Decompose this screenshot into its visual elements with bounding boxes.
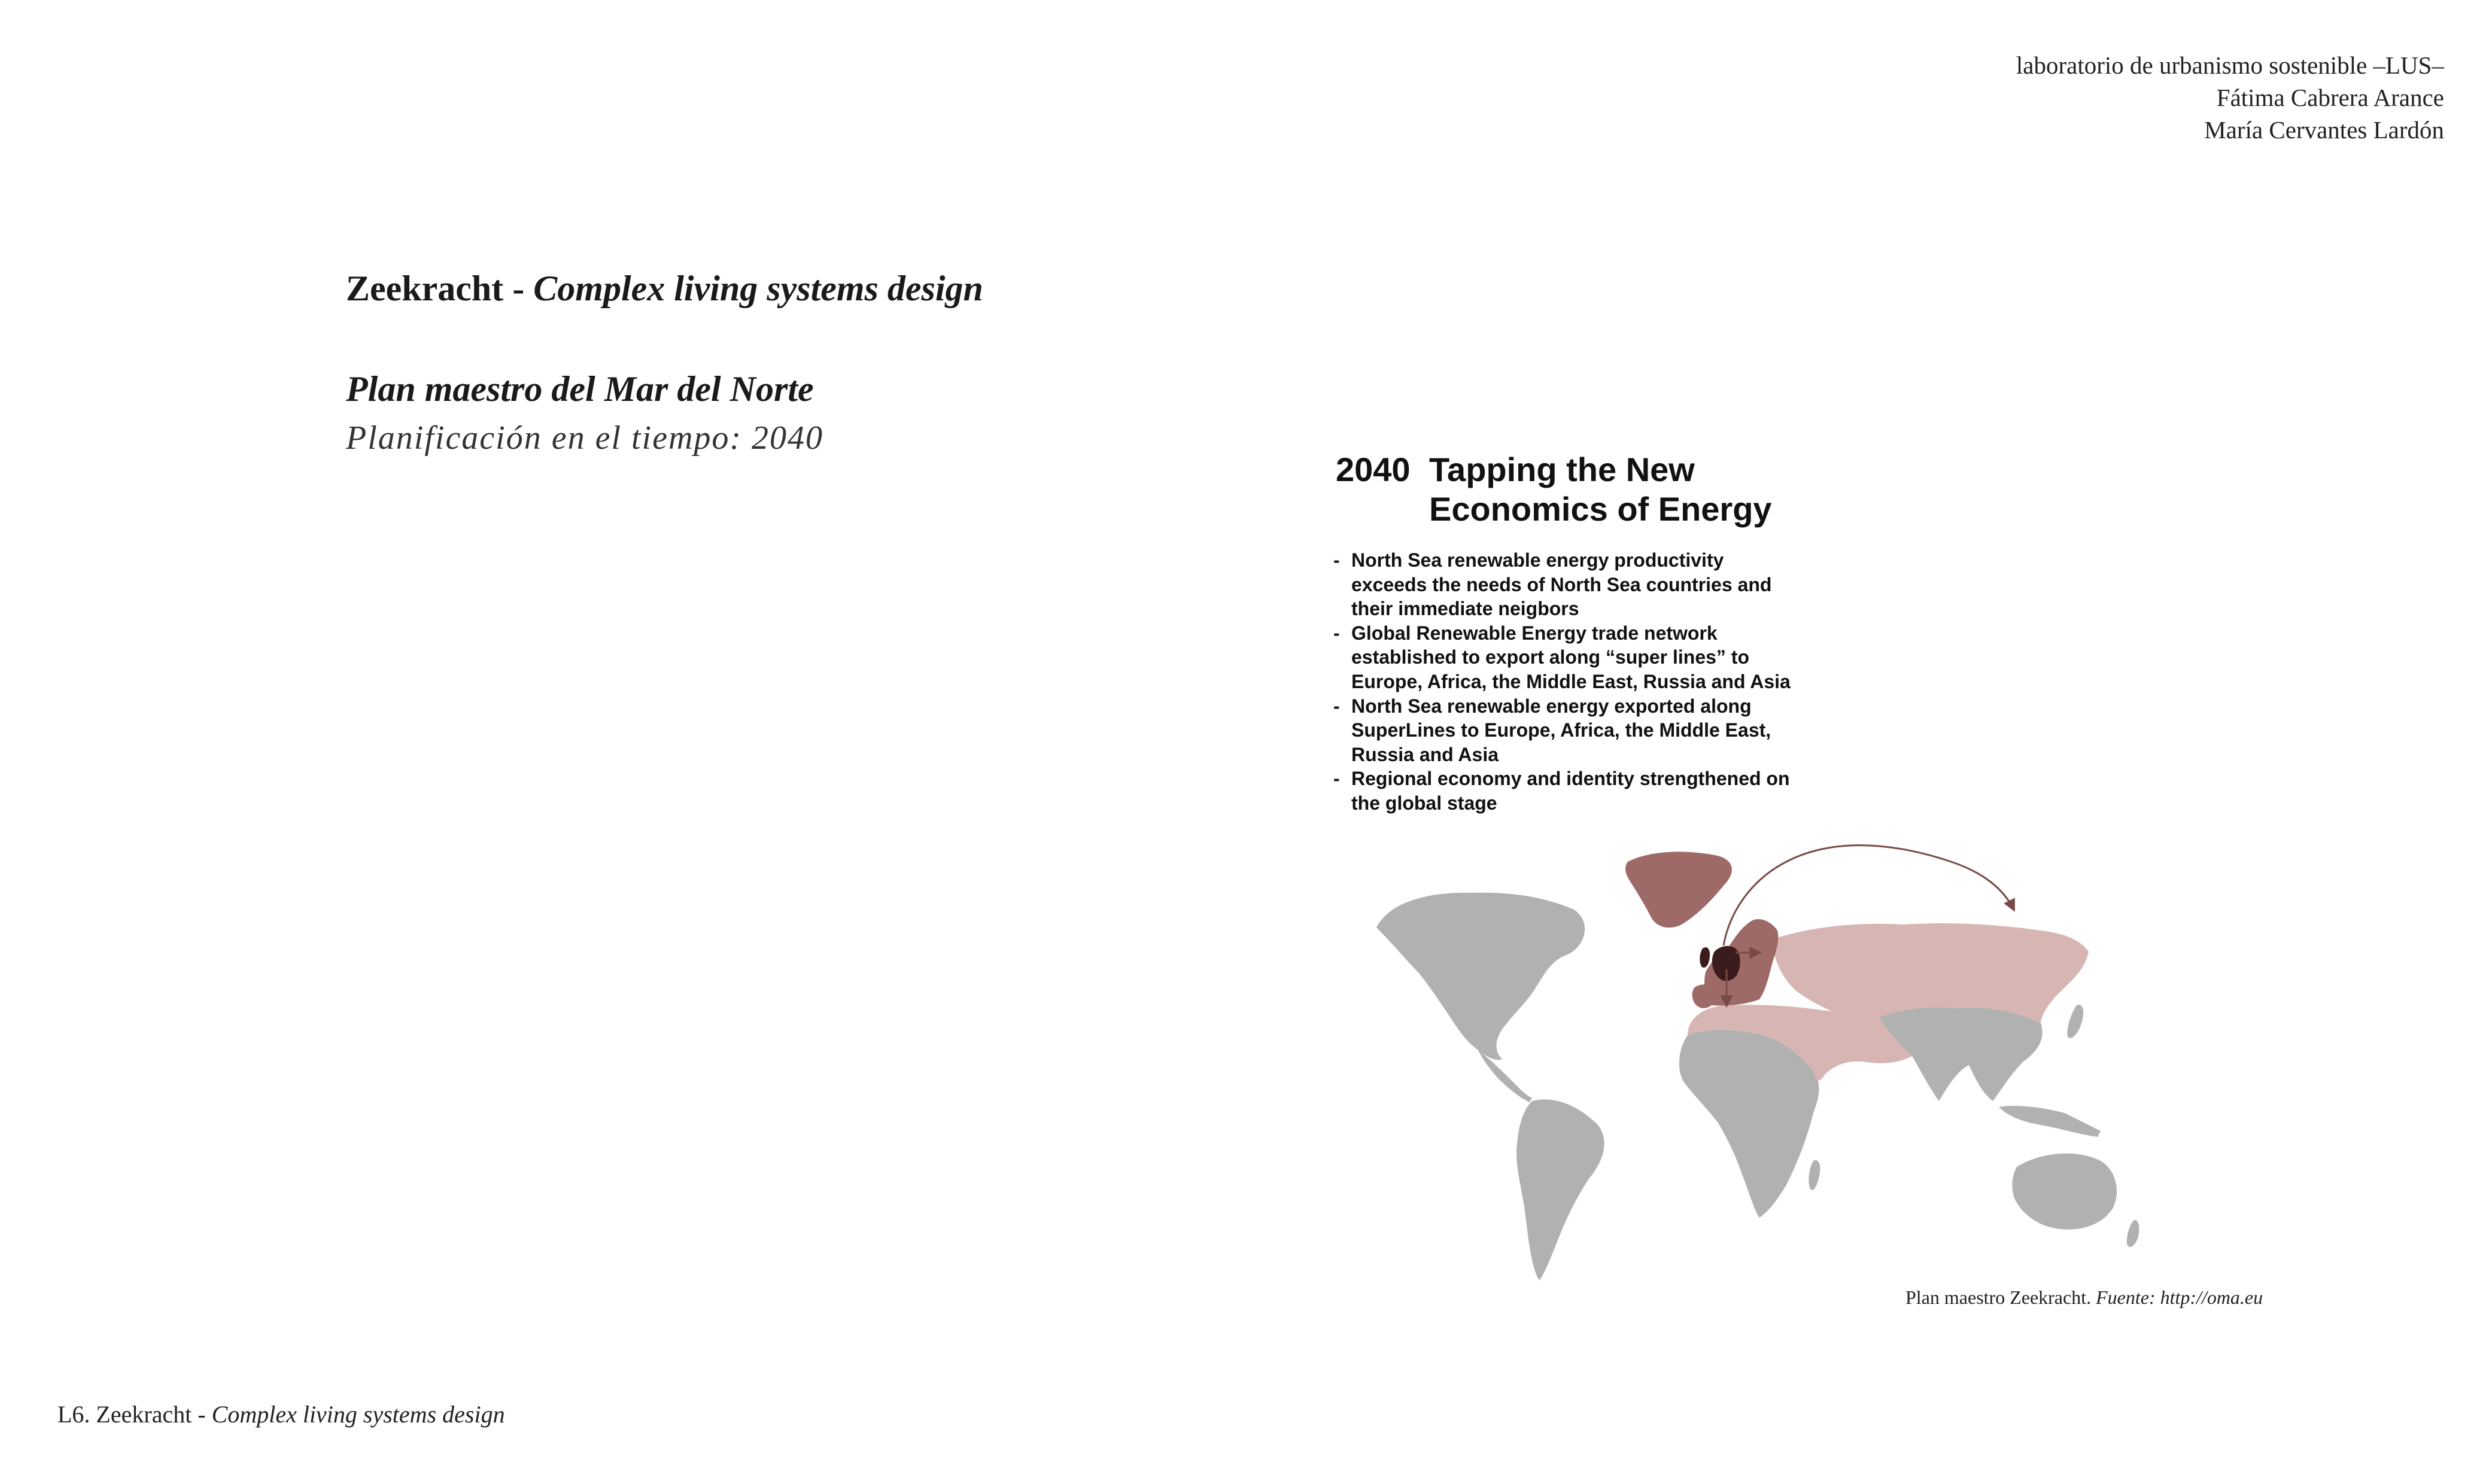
credit-lab: laboratorio de urbanismo sostenible –LUS– xyxy=(2016,51,2444,79)
japan xyxy=(2067,1005,2083,1038)
bullet-dash: - xyxy=(1333,768,1340,790)
bullet-item xyxy=(1333,767,1800,815)
bullet-list xyxy=(1333,548,1800,816)
page-title-italic: Complex living systems design xyxy=(533,269,983,308)
uk-core xyxy=(1700,947,1710,968)
bullet-dash: - xyxy=(1333,549,1340,571)
map-caption xyxy=(1905,1287,2263,1309)
page-title-main: Zeekracht - xyxy=(346,269,534,308)
section-title: Plan maestro del Mar del Norte xyxy=(346,369,814,409)
bullet-text: Regional economy and identity strengthened on the global stage xyxy=(1351,768,1790,814)
world-map xyxy=(1353,826,2214,1281)
bullet-item xyxy=(1333,548,1800,621)
bullet-item xyxy=(1333,621,1800,694)
credits-block xyxy=(2016,49,2444,146)
footer xyxy=(57,1400,505,1428)
central-america xyxy=(1478,1050,1532,1102)
bullet-text: North Sea renewable energy productivity exceeds the needs of North Sea countries and their immediate neigbors xyxy=(1351,549,1772,620)
australia xyxy=(2012,1154,2117,1230)
greenland xyxy=(1625,852,1732,928)
se-asia-islands xyxy=(1999,1106,2101,1137)
footer-text: L6. Zeekracht - xyxy=(57,1401,212,1428)
north-america xyxy=(1376,893,1585,1060)
bullet-item xyxy=(1333,694,1800,767)
map-caption-text: Plan maestro Zeekracht. xyxy=(1905,1287,2096,1308)
madagascar xyxy=(1809,1160,1820,1190)
panel-heading: Tapping the New Economics of Energy xyxy=(1429,451,1772,528)
map-caption-source: Fuente: http://oma.eu xyxy=(2096,1287,2263,1308)
south-america xyxy=(1516,1099,1604,1281)
new-zealand xyxy=(2127,1220,2139,1247)
credit-author-2: María Cervantes Lardón xyxy=(2204,116,2444,144)
footer-italic: Complex living systems design xyxy=(211,1401,505,1428)
bullet-dash: - xyxy=(1333,695,1340,717)
credit-author-1: Fátima Cabrera Arance xyxy=(2216,84,2444,111)
bullet-text: Global Renewable Energy trade network established to export along “super lines” to Europe, Africa, the Middle East, Russia and Asia xyxy=(1351,622,1791,692)
bullet-text: North Sea renewable energy exported along SuperLines to Europe, Africa, the Middle East, Russia and Asia xyxy=(1351,695,1771,765)
panel-year: 2040 xyxy=(1336,451,1411,488)
bullet-dash: - xyxy=(1333,622,1340,644)
africa xyxy=(1679,1030,1819,1218)
page-title xyxy=(346,268,983,309)
section-subtitle: Planificación en el tiempo: 2040 xyxy=(346,419,824,457)
